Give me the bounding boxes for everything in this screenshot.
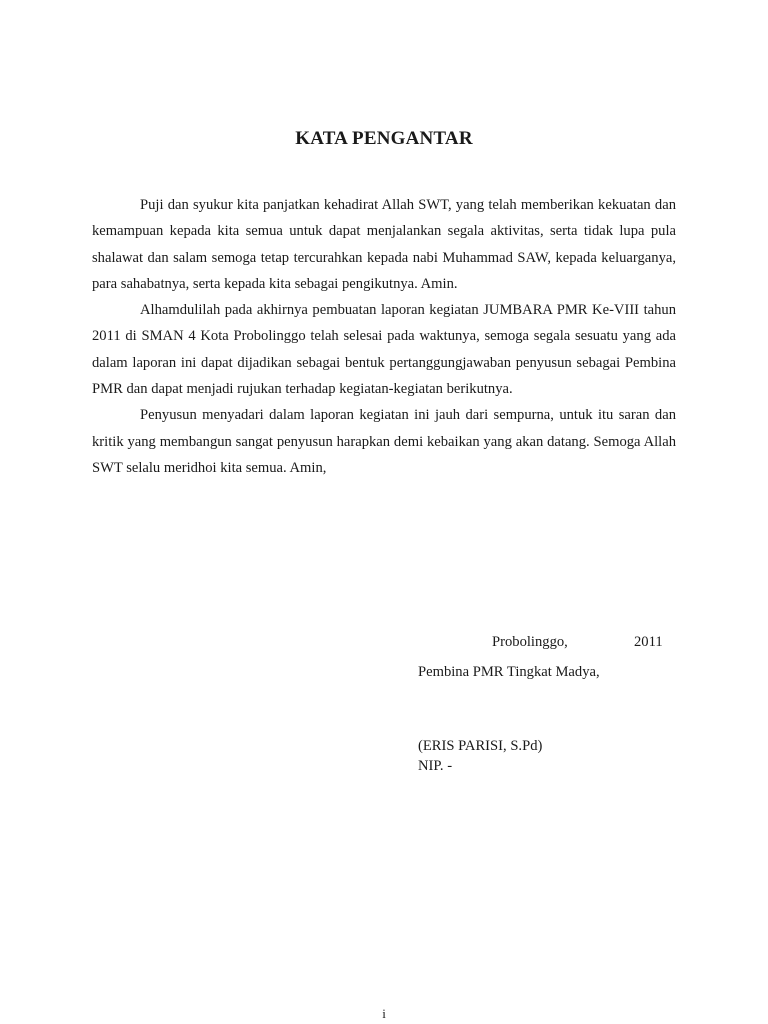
signature-name: (ERIS PARISI, S.Pd) (418, 738, 543, 754)
page-title: KATA PENGANTAR (295, 128, 473, 149)
signature-date-line (418, 634, 718, 658)
signature-year: 2011 (634, 634, 663, 650)
paragraph-2: Alhamdulilah pada akhirnya pembuatan laporan kegiatan JUMBARA PMR Ke-VIII tahun 2011 di SMAN 4 Kota Probolinggo telah selesai pada waktunya, semoga segala sesuatu yang ada dalam laporan ini dapat dijadikan sebagai bentuk pertanggungjawaban penyusun sebagai Pembina PMR dan dapat menjadi rujukan terhadap kegiatan-kegiatan berikutnya. (92, 302, 676, 398)
signature-nip: NIP. - (418, 758, 453, 774)
signature-block (418, 634, 718, 774)
signature-role: Pembina PMR Tingkat Madya, (418, 664, 600, 680)
body-text (92, 192, 676, 481)
signature-place: Probolinggo, (492, 634, 568, 650)
page-number: i (382, 1006, 386, 1021)
paragraph-3: Penyusun menyadari dalam laporan kegiatan ini jauh dari sempurna, untuk itu saran dan kritik yang membangun sangat penyusun harapkan demi kebaikan yang akan datang. Semoga Allah SWT selalu meridhoi kita semua. Amin, (92, 407, 676, 476)
paragraph-1: Puji dan syukur kita panjatkan kehadirat Allah SWT, yang telah memberikan kekuatan dan kemampuan kepada kita semua untuk dapat menjalankan segala aktivitas, serta tidak lupa pula shalawat dan salam semoga tetap tercurahkan kepada nabi Muhammad SAW, kepada keluarganya, para sahabatnya, serta kepada kita sebagai pengikutnya. Amin. (92, 197, 676, 292)
